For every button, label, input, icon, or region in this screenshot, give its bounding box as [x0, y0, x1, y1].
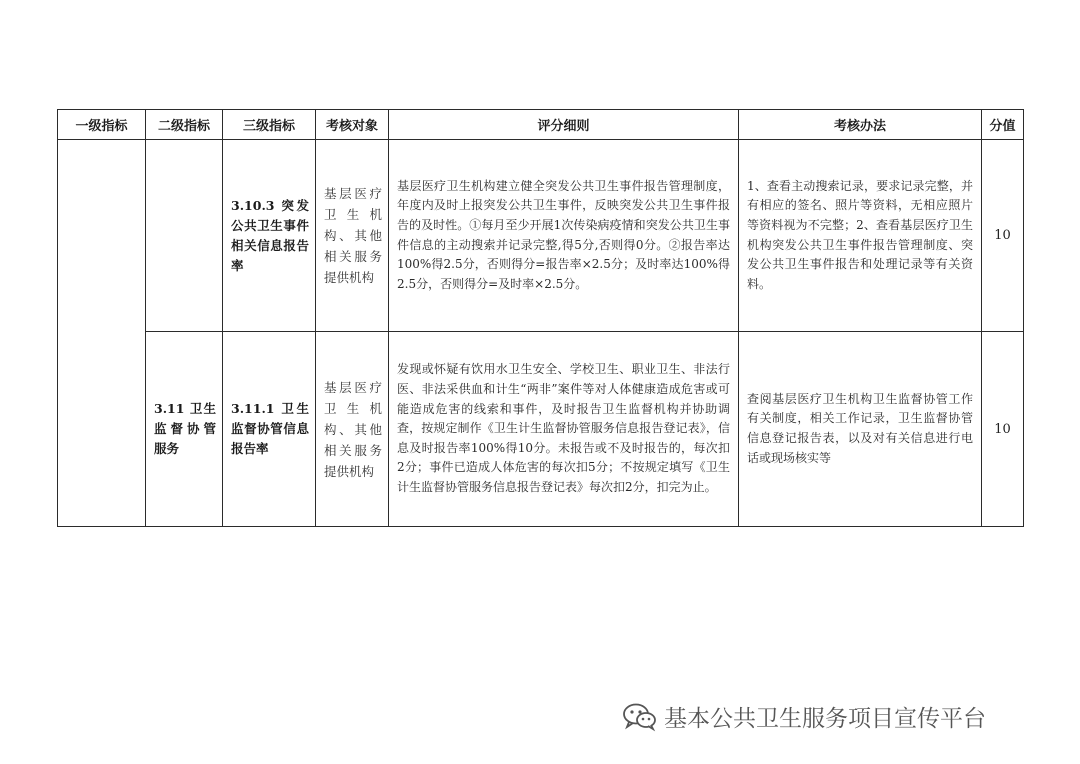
level2-cell	[146, 140, 223, 332]
header-target: 考核对象	[316, 110, 389, 140]
level3-cell: 3.10.3 突发公共卫生事件相关信息报告率	[223, 140, 316, 332]
method-cell: 查阅基层医疗卫生机构卫生监督协管工作有关制度，相关工作记录，卫生监督协管信息登记报告表，以及对有关信息进行电话或现场核实等	[739, 332, 982, 527]
level1-cell	[58, 140, 146, 527]
target-cell: 基层医疗卫生机构、其他相关服务提供机构	[316, 332, 389, 527]
header-level2: 二级指标	[146, 110, 223, 140]
table-row	[58, 332, 1024, 527]
target-cell: 基层医疗卫生机构、其他相关服务提供机构	[316, 140, 389, 332]
header-criteria: 评分细则	[389, 110, 739, 140]
method-cell: 1、查看主动搜索记录，要求记录完整，并有相应的签名、照片等资料，无相应照片等资料视为不完整；2、查看基层医疗卫生机构突发公共卫生事件报告管理制度、突发公共卫生事件报告和处理记录等有关资料。	[739, 140, 982, 332]
footer-watermark	[622, 700, 986, 733]
header-method: 考核办法	[739, 110, 982, 140]
level3-cell: 3.11.1 卫生监督协管信息报告率	[223, 332, 316, 527]
header-level1: 一级指标	[58, 110, 146, 140]
wechat-icon	[622, 702, 658, 732]
footer-text: 基本公共卫生服务项目宣传平台	[664, 706, 986, 732]
score-cell: 10	[982, 140, 1024, 332]
level2-cell: 3.11 卫生监督协管服务	[146, 332, 223, 527]
criteria-cell: 基层医疗卫生机构建立健全突发公共卫生事件报告管理制度，年度内及时上报突发公共卫生事件，反映突发公共卫生事件报告的及时性。①每月至少开展1次传染病疫情和突发公共卫生事件信息的主动搜索并记录完整,得5分,否则得0分。②报告率达100%得2.5分，否则得分=报告率×2.5分；及时率达100%得2.5分，否则得分=及时率×2.5分。	[389, 140, 739, 332]
indicator-table	[57, 109, 1024, 527]
criteria-cell: 发现或怀疑有饮用水卫生安全、学校卫生、职业卫生、非法行医、非法采供血和计生“两非”案件等对人体健康造成危害或可能造成危害的线索和事件，及时报告卫生监督机构并协助调查，按规定制作《卫生计生监督协管服务信息报告登记表》，信息及时报告率100%得10分。未报告或不及时报告的，每次扣2分；事件已造成人体危害的每次扣5分；不按规定填写《卫生计生监督协管服务信息报告登记表》每次扣2分，扣完为止。	[389, 332, 739, 527]
header-row	[58, 110, 1024, 140]
header-level3: 三级指标	[223, 110, 316, 140]
score-cell: 10	[982, 332, 1024, 527]
table-row	[58, 140, 1024, 332]
header-score: 分值	[982, 110, 1024, 140]
